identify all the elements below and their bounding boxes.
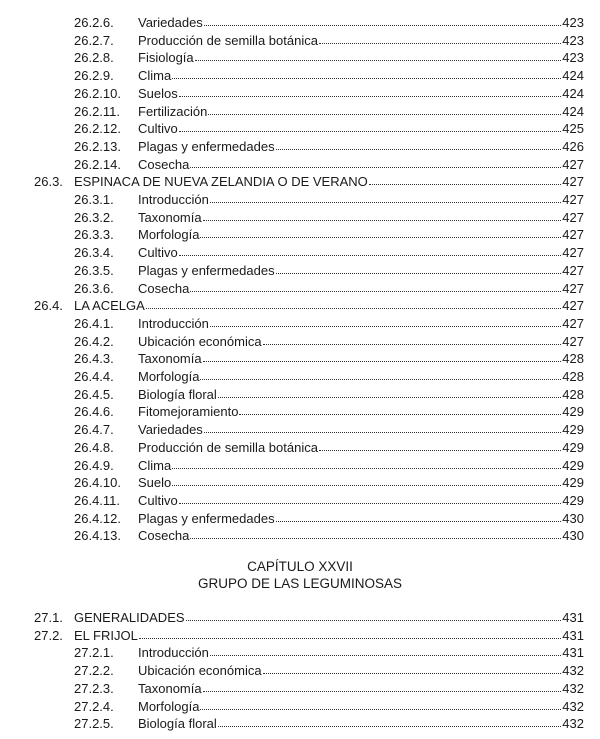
entry-page-number: 423 <box>562 50 584 66</box>
entry-page-number: 427 <box>562 315 584 331</box>
entry-title: Biología floral <box>138 716 217 732</box>
entry-title: Biología floral <box>138 386 217 402</box>
entry-title: GENERALIDADES <box>74 610 185 625</box>
toc-entry <box>0 644 600 661</box>
entry-title: Cosecha <box>138 280 190 296</box>
entry-page-number: 428 <box>562 369 584 384</box>
dot-leader <box>200 709 561 710</box>
entry-number: 26.4.8. <box>74 439 114 455</box>
entry-title: Morfología <box>138 369 200 384</box>
toc-entry <box>0 32 600 49</box>
entry-page-number: 430 <box>562 510 584 526</box>
entry-page-number: 427 <box>562 245 584 261</box>
entry-page-number: 432 <box>562 698 584 714</box>
dot-leader <box>190 291 561 292</box>
dot-leader <box>208 114 561 115</box>
entry-title: Variedades <box>138 15 203 30</box>
dot-leader <box>200 379 561 380</box>
toc-entry <box>0 474 600 491</box>
entry-page-number: 424 <box>562 103 584 119</box>
entry-number: 26.4.3. <box>74 351 114 367</box>
dot-leader <box>210 326 561 327</box>
toc-entry <box>0 680 600 697</box>
entry-title: Fisiología <box>138 50 194 66</box>
toc-entry <box>0 492 600 509</box>
toc-entry <box>0 439 600 456</box>
toc-entry <box>0 627 600 644</box>
entry-page-number: 432 <box>562 716 584 732</box>
entry-number: 26.3.3. <box>74 227 114 243</box>
entry-number: 26.3.4. <box>74 245 114 261</box>
entry-page-number: 432 <box>562 680 584 696</box>
dot-leader <box>263 673 561 674</box>
entry-number: 26.3.1. <box>74 192 114 207</box>
dot-leader <box>186 620 561 621</box>
dot-leader <box>179 503 561 504</box>
entry-title: Cultivo <box>138 121 178 137</box>
entry-number: 26.2.14. <box>74 156 121 172</box>
dot-leader <box>210 202 561 203</box>
toc-entry <box>0 350 600 367</box>
entry-number: 27.2.2. <box>74 663 114 679</box>
toc-entry <box>0 49 600 66</box>
toc-entry <box>0 609 600 626</box>
entry-title: Producción de semilla botánica <box>138 32 318 48</box>
toc-entry <box>0 156 600 173</box>
entry-title: ESPINACA DE NUEVA ZELANDIA O DE VERANO <box>74 174 368 190</box>
toc-entry <box>0 457 600 474</box>
toc-entry <box>0 403 600 420</box>
entry-page-number: 429 <box>562 422 584 438</box>
entry-title: Plagas y enfermedades <box>138 138 275 154</box>
dot-leader <box>210 655 561 656</box>
entry-page-number: 425 <box>562 121 584 137</box>
dot-leader <box>218 397 561 398</box>
toc-entry <box>0 715 600 732</box>
entry-number: 26.4.9. <box>74 457 114 473</box>
dot-leader <box>276 521 561 522</box>
entry-title: Introducción <box>138 192 209 207</box>
entry-title: Plagas y enfermedades <box>138 262 275 278</box>
entry-number: 26.4.2. <box>74 333 114 349</box>
entry-page-number: 429 <box>562 492 584 508</box>
dot-leader <box>239 414 561 415</box>
entry-number: 26.2.8. <box>74 50 114 66</box>
toc-entry <box>0 191 600 208</box>
entry-title: LA ACELGA <box>74 298 145 314</box>
entry-number: 26.4.7. <box>74 422 114 438</box>
entry-title: EL FRIJOL <box>74 627 138 643</box>
entry-number: 26.2.11. <box>74 103 121 119</box>
entry-page-number: 428 <box>562 351 584 367</box>
toc-entry <box>0 138 600 155</box>
toc-entry <box>0 67 600 84</box>
entry-number: 26.2.9. <box>74 68 114 84</box>
dot-leader <box>179 131 561 132</box>
entry-page-number: 431 <box>562 627 584 643</box>
entry-number: 26.3.6. <box>74 280 114 296</box>
dot-leader <box>146 308 561 309</box>
entry-title: Taxonomía <box>138 209 202 225</box>
entry-page-number: 424 <box>562 68 584 84</box>
dot-leader <box>276 149 561 150</box>
entry-page-number: 429 <box>562 439 584 455</box>
entry-page-number: 431 <box>562 610 584 625</box>
entry-number: 26.4.13. <box>74 528 121 544</box>
entry-number: 26.2.12. <box>74 121 121 137</box>
entry-page-number: 429 <box>562 475 584 491</box>
dot-leader <box>190 538 561 539</box>
dot-leader <box>204 432 561 433</box>
dot-leader <box>319 43 561 44</box>
dot-leader <box>319 450 561 451</box>
entry-title: Cosecha <box>138 528 190 544</box>
entry-number: 27.2. <box>34 627 63 643</box>
chapter-label: CAPÍTULO XXVII <box>247 559 353 574</box>
toc-entry <box>0 103 600 120</box>
entry-title: Cultivo <box>138 492 178 508</box>
toc-entry <box>0 226 600 243</box>
entry-number: 27.2.3. <box>74 680 114 696</box>
dot-leader <box>172 485 561 486</box>
toc-entry <box>0 527 600 544</box>
dot-leader <box>179 96 561 97</box>
dot-leader <box>204 25 561 26</box>
entry-title: Taxonomía <box>138 680 202 696</box>
entry-number: 26.4.1. <box>74 315 114 331</box>
dot-leader <box>172 468 561 469</box>
toc-entry <box>0 662 600 679</box>
dot-leader <box>203 220 561 221</box>
toc-entry <box>0 14 600 31</box>
entry-title: Morfología <box>138 698 200 714</box>
entry-title: Ubicación económica <box>138 663 262 679</box>
toc-entry <box>0 85 600 102</box>
entry-title: Suelo <box>138 475 172 491</box>
dot-leader <box>200 237 561 238</box>
toc-entry <box>0 315 600 332</box>
dot-leader <box>190 167 561 168</box>
dot-leader <box>139 638 561 639</box>
entry-number: 26.2.6. <box>74 15 114 30</box>
entry-page-number: 430 <box>562 528 584 544</box>
dot-leader <box>179 255 561 256</box>
entry-page-number: 423 <box>562 32 584 48</box>
toc-entry <box>0 120 600 137</box>
entry-page-number: 432 <box>562 663 584 679</box>
entry-title: Producción de semilla botánica <box>138 439 318 455</box>
entry-page-number: 427 <box>562 227 584 243</box>
toc-entry <box>0 173 600 190</box>
dot-leader <box>263 344 561 345</box>
entry-number: 27.1. <box>34 610 63 625</box>
toc-entry <box>0 244 600 261</box>
entry-page-number: 423 <box>562 15 584 30</box>
entry-title: Variedades <box>138 422 203 438</box>
entry-page-number: 424 <box>562 85 584 101</box>
entry-page-number: 427 <box>562 262 584 278</box>
entry-title: Clima <box>138 457 172 473</box>
entry-page-number: 427 <box>562 209 584 225</box>
entry-number: 26.4.6. <box>74 404 114 420</box>
entry-page-number: 426 <box>562 138 584 154</box>
toc-entry <box>0 280 600 297</box>
entry-page-number: 427 <box>562 156 584 172</box>
entry-number: 26.4. <box>34 298 63 314</box>
entry-page-number: 427 <box>562 298 584 314</box>
entry-number: 26.4.12. <box>74 510 121 526</box>
dot-leader <box>203 691 561 692</box>
entry-page-number: 427 <box>562 192 584 207</box>
entry-number: 26.2.13. <box>74 138 121 154</box>
entry-title: Fertilización <box>138 103 208 119</box>
toc-entry <box>0 209 600 226</box>
toc-entry <box>0 510 600 527</box>
entry-page-number: 427 <box>562 333 584 349</box>
entry-page-number: 428 <box>562 386 584 402</box>
entry-number: 27.2.1. <box>74 645 114 661</box>
dot-leader <box>195 60 561 61</box>
entry-number: 26.2.10. <box>74 85 121 101</box>
entry-title: Cultivo <box>138 245 178 261</box>
entry-number: 26.4.5. <box>74 386 114 402</box>
toc-entry <box>0 333 600 350</box>
entry-number: 26.3.2. <box>74 209 114 225</box>
entry-title: Clima <box>138 68 172 84</box>
entry-title: Morfología <box>138 227 200 243</box>
chapter-title: GRUPO DE LAS LEGUMINOSAS <box>197 576 403 591</box>
dot-leader <box>276 273 561 274</box>
entry-number: 26.2.7. <box>74 32 114 48</box>
dot-leader <box>369 184 561 185</box>
dot-leader <box>218 726 561 727</box>
toc-entry <box>0 368 600 385</box>
entry-number: 26.3.5. <box>74 262 114 278</box>
toc-entry <box>0 698 600 715</box>
entry-page-number: 427 <box>562 174 584 190</box>
toc-entry <box>0 421 600 438</box>
entry-number: 27.2.5. <box>74 716 114 732</box>
entry-page-number: 429 <box>562 404 584 420</box>
toc-entry <box>0 386 600 403</box>
entry-title: Fitomejoramiento <box>138 404 239 420</box>
entry-title: Introducción <box>138 645 209 661</box>
entry-page-number: 431 <box>562 645 584 661</box>
toc-entry <box>0 262 600 279</box>
entry-title: Plagas y enfermedades <box>138 510 275 526</box>
entry-number: 26.4.4. <box>74 369 114 384</box>
entry-number: 26.4.10. <box>74 475 121 491</box>
toc-entry <box>0 297 600 314</box>
entry-number: 26.4.11. <box>74 492 121 508</box>
entry-title: Introducción <box>138 315 209 331</box>
entry-number: 27.2.4. <box>74 698 114 714</box>
entry-title: Ubicación económica <box>138 333 262 349</box>
dot-leader <box>203 361 561 362</box>
dot-leader <box>172 78 561 79</box>
entry-page-number: 427 <box>562 280 584 296</box>
entry-title: Taxonomía <box>138 351 202 367</box>
entry-title: Cosecha <box>138 156 190 172</box>
entry-number: 26.3. <box>34 174 63 190</box>
entry-page-number: 429 <box>562 457 584 473</box>
entry-title: Suelos <box>138 85 178 101</box>
